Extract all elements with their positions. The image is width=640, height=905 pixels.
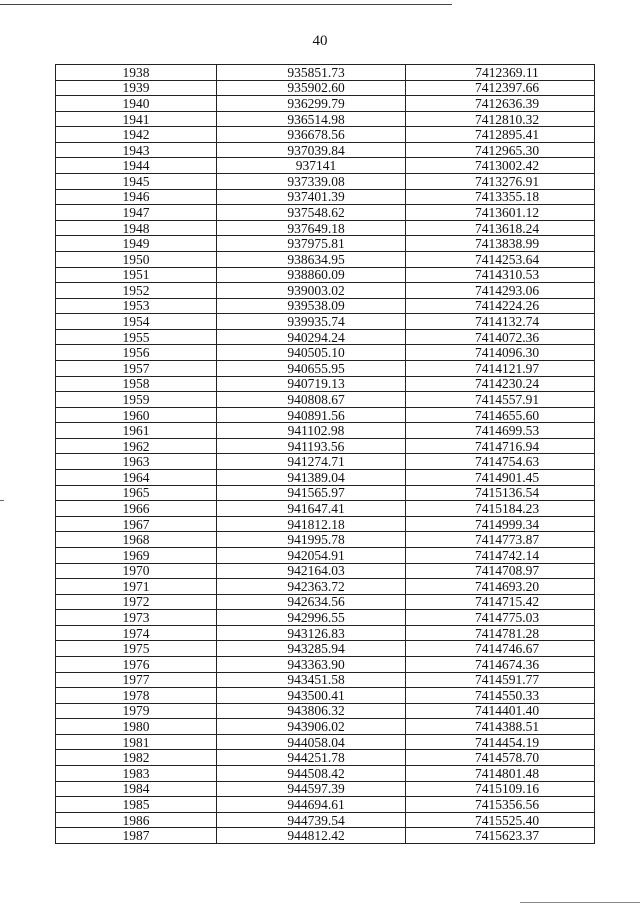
x-coordinate-cell: 942164.03 bbox=[217, 563, 406, 579]
x-coordinate-cell: 942054.91 bbox=[217, 547, 406, 563]
y-coordinate-cell: 7414310.53 bbox=[406, 267, 595, 283]
y-coordinate-cell: 7413002.42 bbox=[406, 158, 595, 174]
x-coordinate-cell: 939003.02 bbox=[217, 283, 406, 299]
table-row bbox=[56, 625, 595, 641]
scan-mark-bottom bbox=[520, 902, 640, 903]
point-number-cell: 1965 bbox=[56, 485, 217, 501]
x-coordinate-cell: 941812.18 bbox=[217, 516, 406, 532]
table-row bbox=[56, 532, 595, 548]
table-row bbox=[56, 345, 595, 361]
y-coordinate-cell: 7413276.91 bbox=[406, 174, 595, 190]
y-coordinate-cell: 7412636.39 bbox=[406, 96, 595, 112]
table-row bbox=[56, 547, 595, 563]
point-number-cell: 1966 bbox=[56, 501, 217, 517]
x-coordinate-cell: 939935.74 bbox=[217, 314, 406, 330]
point-number-cell: 1972 bbox=[56, 594, 217, 610]
y-coordinate-cell: 7414773.87 bbox=[406, 532, 595, 548]
x-coordinate-cell: 941565.97 bbox=[217, 485, 406, 501]
table-row bbox=[56, 111, 595, 127]
y-coordinate-cell: 7414754.63 bbox=[406, 454, 595, 470]
table-row bbox=[56, 283, 595, 299]
y-coordinate-cell: 7415184.23 bbox=[406, 501, 595, 517]
table-row bbox=[56, 516, 595, 532]
table-row bbox=[56, 314, 595, 330]
table-row bbox=[56, 563, 595, 579]
point-number-cell: 1951 bbox=[56, 267, 217, 283]
point-number-cell: 1962 bbox=[56, 438, 217, 454]
x-coordinate-cell: 941389.04 bbox=[217, 470, 406, 486]
point-number-cell: 1987 bbox=[56, 828, 217, 844]
x-coordinate-cell: 944812.42 bbox=[217, 828, 406, 844]
table-row bbox=[56, 220, 595, 236]
x-coordinate-cell: 941193.56 bbox=[217, 438, 406, 454]
x-coordinate-cell: 937339.08 bbox=[217, 174, 406, 190]
table-row bbox=[56, 205, 595, 221]
y-coordinate-cell: 7413838.99 bbox=[406, 236, 595, 252]
point-number-cell: 1978 bbox=[56, 688, 217, 704]
x-coordinate-cell: 943363.90 bbox=[217, 656, 406, 672]
point-number-cell: 1971 bbox=[56, 579, 217, 595]
y-coordinate-cell: 7415525.40 bbox=[406, 812, 595, 828]
table-row bbox=[56, 828, 595, 844]
y-coordinate-cell: 7414742.14 bbox=[406, 547, 595, 563]
table-row bbox=[56, 579, 595, 595]
y-coordinate-cell: 7412965.30 bbox=[406, 142, 595, 158]
point-number-cell: 1958 bbox=[56, 376, 217, 392]
scan-mark-left bbox=[0, 500, 4, 501]
x-coordinate-cell: 944251.78 bbox=[217, 750, 406, 766]
point-number-cell: 1955 bbox=[56, 329, 217, 345]
x-coordinate-cell: 943126.83 bbox=[217, 625, 406, 641]
x-coordinate-cell: 937039.84 bbox=[217, 142, 406, 158]
x-coordinate-cell: 943906.02 bbox=[217, 719, 406, 735]
x-coordinate-cell: 940294.24 bbox=[217, 329, 406, 345]
x-coordinate-cell: 938634.95 bbox=[217, 251, 406, 267]
table-row bbox=[56, 688, 595, 704]
table-row bbox=[56, 672, 595, 688]
x-coordinate-cell: 936678.56 bbox=[217, 127, 406, 143]
point-number-cell: 1942 bbox=[56, 127, 217, 143]
point-number-cell: 1975 bbox=[56, 641, 217, 657]
point-number-cell: 1948 bbox=[56, 220, 217, 236]
y-coordinate-cell: 7414999.34 bbox=[406, 516, 595, 532]
y-coordinate-cell: 7414121.97 bbox=[406, 360, 595, 376]
y-coordinate-cell: 7415623.37 bbox=[406, 828, 595, 844]
y-coordinate-cell: 7412369.11 bbox=[406, 65, 595, 81]
page-number: 40 bbox=[312, 33, 328, 49]
y-coordinate-cell: 7414801.48 bbox=[406, 766, 595, 782]
table-row bbox=[56, 501, 595, 517]
x-coordinate-cell: 937975.81 bbox=[217, 236, 406, 252]
y-coordinate-cell: 7412810.32 bbox=[406, 111, 595, 127]
table-row bbox=[56, 470, 595, 486]
x-coordinate-cell: 941274.71 bbox=[217, 454, 406, 470]
x-coordinate-cell: 940891.56 bbox=[217, 407, 406, 423]
y-coordinate-cell: 7414388.51 bbox=[406, 719, 595, 735]
table-row bbox=[56, 392, 595, 408]
x-coordinate-cell: 941102.98 bbox=[217, 423, 406, 439]
y-coordinate-cell: 7412397.66 bbox=[406, 80, 595, 96]
y-coordinate-cell: 7413618.24 bbox=[406, 220, 595, 236]
point-number-cell: 1946 bbox=[56, 189, 217, 205]
x-coordinate-cell: 938860.09 bbox=[217, 267, 406, 283]
y-coordinate-cell: 7412895.41 bbox=[406, 127, 595, 143]
x-coordinate-cell: 942634.56 bbox=[217, 594, 406, 610]
x-coordinate-cell: 943500.41 bbox=[217, 688, 406, 704]
point-number-cell: 1986 bbox=[56, 812, 217, 828]
point-number-cell: 1947 bbox=[56, 205, 217, 221]
x-coordinate-cell: 937141 bbox=[217, 158, 406, 174]
y-coordinate-cell: 7414293.06 bbox=[406, 283, 595, 299]
table-row bbox=[56, 251, 595, 267]
point-number-cell: 1981 bbox=[56, 734, 217, 750]
point-number-cell: 1957 bbox=[56, 360, 217, 376]
y-coordinate-cell: 7415109.16 bbox=[406, 781, 595, 797]
y-coordinate-cell: 7414775.03 bbox=[406, 610, 595, 626]
top-rule bbox=[0, 4, 452, 5]
x-coordinate-cell: 941647.41 bbox=[217, 501, 406, 517]
coordinates-table-body bbox=[56, 65, 595, 844]
point-number-cell: 1961 bbox=[56, 423, 217, 439]
point-number-cell: 1976 bbox=[56, 656, 217, 672]
x-coordinate-cell: 936299.79 bbox=[217, 96, 406, 112]
table-row bbox=[56, 407, 595, 423]
table-row bbox=[56, 750, 595, 766]
y-coordinate-cell: 7415356.56 bbox=[406, 797, 595, 813]
table-row bbox=[56, 127, 595, 143]
table-row bbox=[56, 734, 595, 750]
y-coordinate-cell: 7413601.12 bbox=[406, 205, 595, 221]
y-coordinate-cell: 7414715.42 bbox=[406, 594, 595, 610]
point-number-cell: 1983 bbox=[56, 766, 217, 782]
table-row bbox=[56, 96, 595, 112]
point-number-cell: 1960 bbox=[56, 407, 217, 423]
table-row bbox=[56, 174, 595, 190]
point-number-cell: 1943 bbox=[56, 142, 217, 158]
x-coordinate-cell: 936514.98 bbox=[217, 111, 406, 127]
table-row bbox=[56, 594, 595, 610]
x-coordinate-cell: 937401.39 bbox=[217, 189, 406, 205]
point-number-cell: 1945 bbox=[56, 174, 217, 190]
table-row bbox=[56, 703, 595, 719]
point-number-cell: 1953 bbox=[56, 298, 217, 314]
table-row bbox=[56, 423, 595, 439]
y-coordinate-cell: 7414096.30 bbox=[406, 345, 595, 361]
x-coordinate-cell: 943806.32 bbox=[217, 703, 406, 719]
x-coordinate-cell: 940655.95 bbox=[217, 360, 406, 376]
y-coordinate-cell: 7414230.24 bbox=[406, 376, 595, 392]
point-number-cell: 1979 bbox=[56, 703, 217, 719]
x-coordinate-cell: 935902.60 bbox=[217, 80, 406, 96]
x-coordinate-cell: 942996.55 bbox=[217, 610, 406, 626]
point-number-cell: 1944 bbox=[56, 158, 217, 174]
point-number-cell: 1984 bbox=[56, 781, 217, 797]
point-number-cell: 1956 bbox=[56, 345, 217, 361]
point-number-cell: 1964 bbox=[56, 470, 217, 486]
table-row bbox=[56, 485, 595, 501]
point-number-cell: 1941 bbox=[56, 111, 217, 127]
y-coordinate-cell: 7414674.36 bbox=[406, 656, 595, 672]
table-row bbox=[56, 719, 595, 735]
x-coordinate-cell: 942363.72 bbox=[217, 579, 406, 595]
table-row bbox=[56, 329, 595, 345]
y-coordinate-cell: 7414591.77 bbox=[406, 672, 595, 688]
y-coordinate-cell: 7414655.60 bbox=[406, 407, 595, 423]
y-coordinate-cell: 7414781.28 bbox=[406, 625, 595, 641]
point-number-cell: 1952 bbox=[56, 283, 217, 299]
y-coordinate-cell: 7414132.74 bbox=[406, 314, 595, 330]
y-coordinate-cell: 7414699.53 bbox=[406, 423, 595, 439]
point-number-cell: 1938 bbox=[56, 65, 217, 81]
y-coordinate-cell: 7413355.18 bbox=[406, 189, 595, 205]
y-coordinate-cell: 7414401.40 bbox=[406, 703, 595, 719]
x-coordinate-cell: 944739.54 bbox=[217, 812, 406, 828]
x-coordinate-cell: 935851.73 bbox=[217, 65, 406, 81]
point-number-cell: 1969 bbox=[56, 547, 217, 563]
table-row bbox=[56, 189, 595, 205]
x-coordinate-cell: 944694.61 bbox=[217, 797, 406, 813]
coordinates-table bbox=[55, 64, 595, 844]
table-row bbox=[56, 610, 595, 626]
point-number-cell: 1982 bbox=[56, 750, 217, 766]
table-row bbox=[56, 65, 595, 81]
point-number-cell: 1970 bbox=[56, 563, 217, 579]
x-coordinate-cell: 944597.39 bbox=[217, 781, 406, 797]
table-row bbox=[56, 797, 595, 813]
point-number-cell: 1974 bbox=[56, 625, 217, 641]
table-row bbox=[56, 641, 595, 657]
point-number-cell: 1939 bbox=[56, 80, 217, 96]
y-coordinate-cell: 7414454.19 bbox=[406, 734, 595, 750]
point-number-cell: 1950 bbox=[56, 251, 217, 267]
table-row bbox=[56, 812, 595, 828]
y-coordinate-cell: 7414708.97 bbox=[406, 563, 595, 579]
table-row bbox=[56, 360, 595, 376]
point-number-cell: 1973 bbox=[56, 610, 217, 626]
table-row bbox=[56, 656, 595, 672]
x-coordinate-cell: 940808.67 bbox=[217, 392, 406, 408]
table-row bbox=[56, 158, 595, 174]
table-row bbox=[56, 236, 595, 252]
y-coordinate-cell: 7414253.64 bbox=[406, 251, 595, 267]
x-coordinate-cell: 944058.04 bbox=[217, 734, 406, 750]
y-coordinate-cell: 7414578.70 bbox=[406, 750, 595, 766]
point-number-cell: 1967 bbox=[56, 516, 217, 532]
x-coordinate-cell: 940505.10 bbox=[217, 345, 406, 361]
x-coordinate-cell: 937548.62 bbox=[217, 205, 406, 221]
y-coordinate-cell: 7414072.36 bbox=[406, 329, 595, 345]
table-row bbox=[56, 376, 595, 392]
table-row bbox=[56, 142, 595, 158]
x-coordinate-cell: 941995.78 bbox=[217, 532, 406, 548]
y-coordinate-cell: 7415136.54 bbox=[406, 485, 595, 501]
x-coordinate-cell: 940719.13 bbox=[217, 376, 406, 392]
y-coordinate-cell: 7414693.20 bbox=[406, 579, 595, 595]
table-row bbox=[56, 454, 595, 470]
y-coordinate-cell: 7414716.94 bbox=[406, 438, 595, 454]
point-number-cell: 1968 bbox=[56, 532, 217, 548]
y-coordinate-cell: 7414901.45 bbox=[406, 470, 595, 486]
table-row bbox=[56, 298, 595, 314]
point-number-cell: 1980 bbox=[56, 719, 217, 735]
point-number-cell: 1963 bbox=[56, 454, 217, 470]
x-coordinate-cell: 944508.42 bbox=[217, 766, 406, 782]
table-row bbox=[56, 267, 595, 283]
point-number-cell: 1985 bbox=[56, 797, 217, 813]
point-number-cell: 1954 bbox=[56, 314, 217, 330]
x-coordinate-cell: 937649.18 bbox=[217, 220, 406, 236]
table-row bbox=[56, 80, 595, 96]
table-row bbox=[56, 781, 595, 797]
point-number-cell: 1949 bbox=[56, 236, 217, 252]
y-coordinate-cell: 7414746.67 bbox=[406, 641, 595, 657]
x-coordinate-cell: 943451.58 bbox=[217, 672, 406, 688]
table-row bbox=[56, 438, 595, 454]
point-number-cell: 1940 bbox=[56, 96, 217, 112]
y-coordinate-cell: 7414224.26 bbox=[406, 298, 595, 314]
table-row bbox=[56, 766, 595, 782]
point-number-cell: 1977 bbox=[56, 672, 217, 688]
x-coordinate-cell: 939538.09 bbox=[217, 298, 406, 314]
x-coordinate-cell: 943285.94 bbox=[217, 641, 406, 657]
y-coordinate-cell: 7414550.33 bbox=[406, 688, 595, 704]
point-number-cell: 1959 bbox=[56, 392, 217, 408]
y-coordinate-cell: 7414557.91 bbox=[406, 392, 595, 408]
